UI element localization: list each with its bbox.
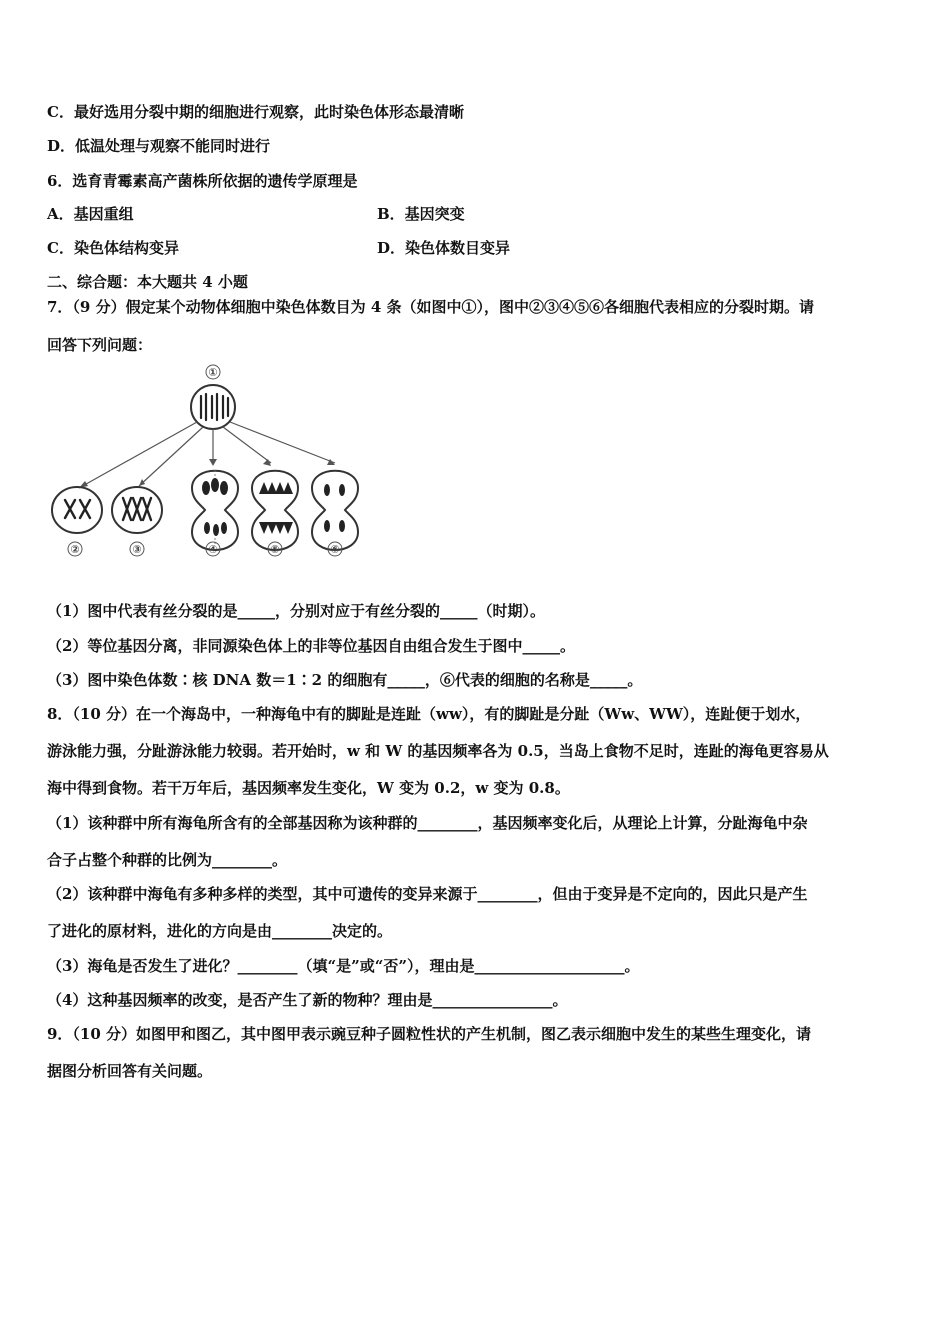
question-7-stem-line-1: 7．（9 分）假定某个动物体细胞中染色体数目为 4 条（如图中①），图中②③④⑤⑥各细胞代表相应的分裂时期。请 [47,298,814,316]
figure-label-5: ⑤ [270,543,280,556]
question-6-option-a: A．基因重组 [47,205,134,223]
cell-6 [312,471,358,550]
question-7-part-1: （1）图中代表有丝分裂的是_____，分别对应于有丝分裂的_____（时期）。 [47,602,545,620]
question-7-part-3: （3）图中染色体数∶核 DNA 数＝1∶2 的细胞有_____，⑥代表的细胞的名称是_____。 [47,671,643,689]
question-6-stem: 6．选育青霉素高产菌株所依据的遗传学原理是 [47,172,358,190]
parent-chromosomes [201,394,228,420]
question-7-stem-line-2: 回答下列问题： [47,336,153,354]
figure-label-1: ① [208,366,218,379]
question-7-part-2: （2）等位基因分离，非同源染色体上的非等位基因自由组合发生于图中_____。 [47,637,575,655]
cell-2 [52,487,102,533]
cell-5 [252,471,298,550]
figure-label-6: ⑥ [330,543,340,556]
question-8-part-3: （3）海龟是否发生了进化？________（填“是”或“否”），理由是____________________。 [47,957,640,975]
cell-division-figure [45,360,365,560]
question-8-stem-line-2: 游泳能力强，分趾游泳能力较弱。若开始时，w 和 W 的基因频率各为 0.5，当岛上食物不足时，连趾的海龟更容易从 [47,742,829,760]
question-6-option-c: C．染色体结构变异 [47,239,179,257]
question-8-part-1-line-2: 合子占整个种群的比例为________。 [47,851,288,869]
question-8-part-4: （4）这种基因频率的改变，是否产生了新的物种？理由是________________。 [47,991,568,1009]
question-9-stem-line-1: 9．（10 分）如图甲和图乙，其中图甲表示豌豆种子圆粒性状的产生机制，图乙表示细胞中发生的某些生理变化，请 [47,1025,812,1043]
section-2-heading: 二、综合题：本大题共 4 小题 [47,273,248,291]
question-8-part-2-line-2: 了进化的原材料，进化的方向是由________决定的。 [47,922,393,940]
question-6-option-d: D．染色体数目变异 [377,239,511,257]
figure-label-3: ③ [132,543,142,556]
question-9-stem-line-2: 据图分析回答有关问题。 [47,1062,213,1080]
option-d-previous: D．低温处理与观察不能同时进行 [47,137,271,155]
option-c-previous: C．最好选用分裂中期的细胞进行观察，此时染色体形态最清晰 [47,103,464,121]
division-arrows [79,422,335,488]
question-8-part-1-line-1: （1）该种群中所有海龟所含有的全部基因称为该种群的________，基因频率变化后，从理论上计算，分趾海龟中杂 [47,814,808,832]
question-8-part-2-line-1: （2）该种群中海龟有多种多样的类型，其中可遗传的变异来源于________，但由于变异是不定向的，因此只是产生 [47,885,808,903]
question-6-option-b: B．基因突变 [377,205,465,223]
figure-label-2: ② [70,543,80,556]
question-8-stem-line-1: 8．（10 分）在一个海岛中，一种海龟中有的脚趾是连趾（ww），有的脚趾是分趾（Ww、WW），连趾便于划水， [47,705,811,723]
figure-label-4: ④ [208,543,218,556]
question-8-stem-line-3: 海中得到食物。若干万年后，基因频率发生变化，W 变为 0.2，w 变为 0.8。 [47,779,570,797]
